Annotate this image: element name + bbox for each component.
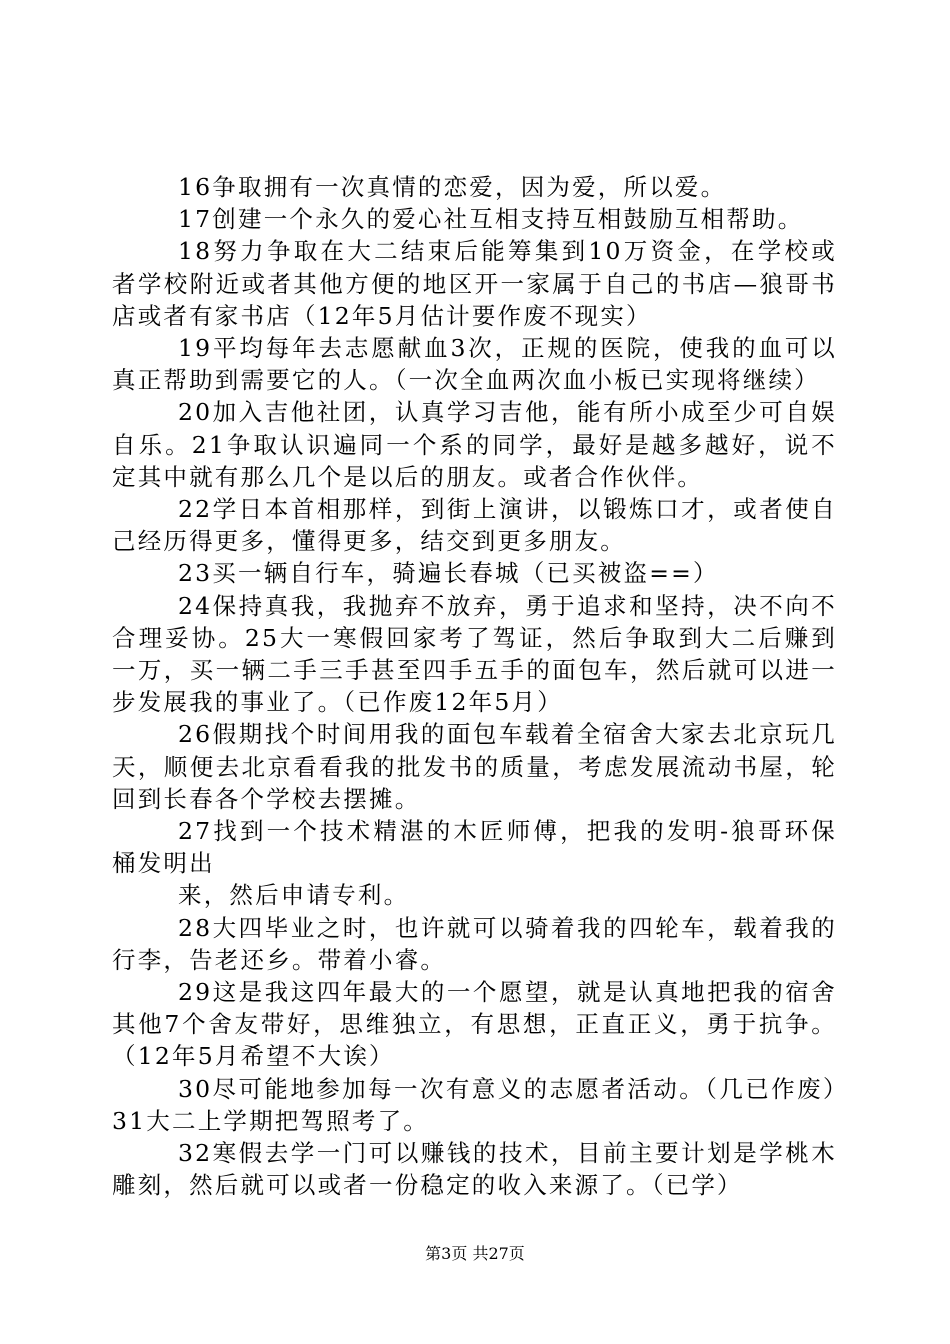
paragraph-16: 16争取拥有一次真情的恋爱，因为爱，所以爱。 — [178, 173, 727, 201]
paragraph-26: 26假期找个时间用我的面包车载着全宿舍大家去北京玩几天，顺便去北京看看我的批发书的质量，考虑发展流动书屋，轮回到长春各个学校去摆摊。 — [112, 720, 837, 813]
paragraph-20-21: 20加入吉他社团，认真学习吉他，能有所小成至少可自娱自乐。21争取认识遍同一个系的同学，最好是越多越好，说不定其中就有那么几个是以后的朋友。或者合作伙伴。 — [112, 398, 837, 491]
paragraph-24-25: 24保持真我，我抛弃不放弃，勇于追求和坚持，决不向不合理妥协。25大一寒假回家考了驾证，然后争取到大二后赚到一万，买一辆二手三手甚至四手五手的面包车，然后就可以进一步发展我的事业了。（已作废12年5月） — [112, 591, 837, 717]
paragraph-23: 23买一辆自行车，骑遍长春城（已买被盗==） — [178, 559, 719, 588]
paragraph-27-continued: 来，然后申请专利。 — [178, 881, 410, 910]
paragraph-27: 27找到一个技术精湛的木匠师傅，把我的发明-狼哥环保桶发明出 — [112, 817, 837, 878]
paragraph-29: 29这是我这四年最大的一个愿望，就是认真地把我的宿舍其他7个舍友带好，思维独立，有思想，正直正义，勇于抗争。（12年5月希望不大诶） — [112, 978, 837, 1071]
paragraph-18: 18努力争取在大二结束后能筹集到10万资金，在学校或者学校附近或者其他方便的地区开一家属于自己的书店—狼哥书店或者有家书店（12年5月估计要作废不现实） — [112, 237, 837, 330]
page-number-footer: 第3页 共27页 — [425, 1244, 525, 1263]
paragraph-17: 17创建一个永久的爱心社互相支持互相鼓励互相帮助。 — [178, 205, 804, 234]
paragraph-32: 32寒假去学一门可以赚钱的技术，目前主要计划是学桃木雕刻，然后就可以或者一份稳定的收入来源了。（已学） — [112, 1139, 837, 1200]
paragraph-28: 28大四毕业之时，也许就可以骑着我的四轮车，载着我的行李，告老还乡。带着小睿。 — [112, 913, 837, 974]
paragraph-30-31: 30尽可能地参加每一次有意义的志愿者活动。（几已作废）31大二上学期把驾照考了。 — [112, 1074, 837, 1135]
document-body — [112, 171, 837, 1202]
paragraph-19: 19平均每年去志愿献血3次，正规的医院，使我的血可以真正帮助到需要它的人。（一次全血两次血小板已实现将继续） — [112, 334, 837, 395]
paragraph-22: 22学日本首相那样，到街上演讲，以锻炼口才，或者使自己经历得更多，懂得更多，结交到更多朋友。 — [112, 495, 837, 556]
